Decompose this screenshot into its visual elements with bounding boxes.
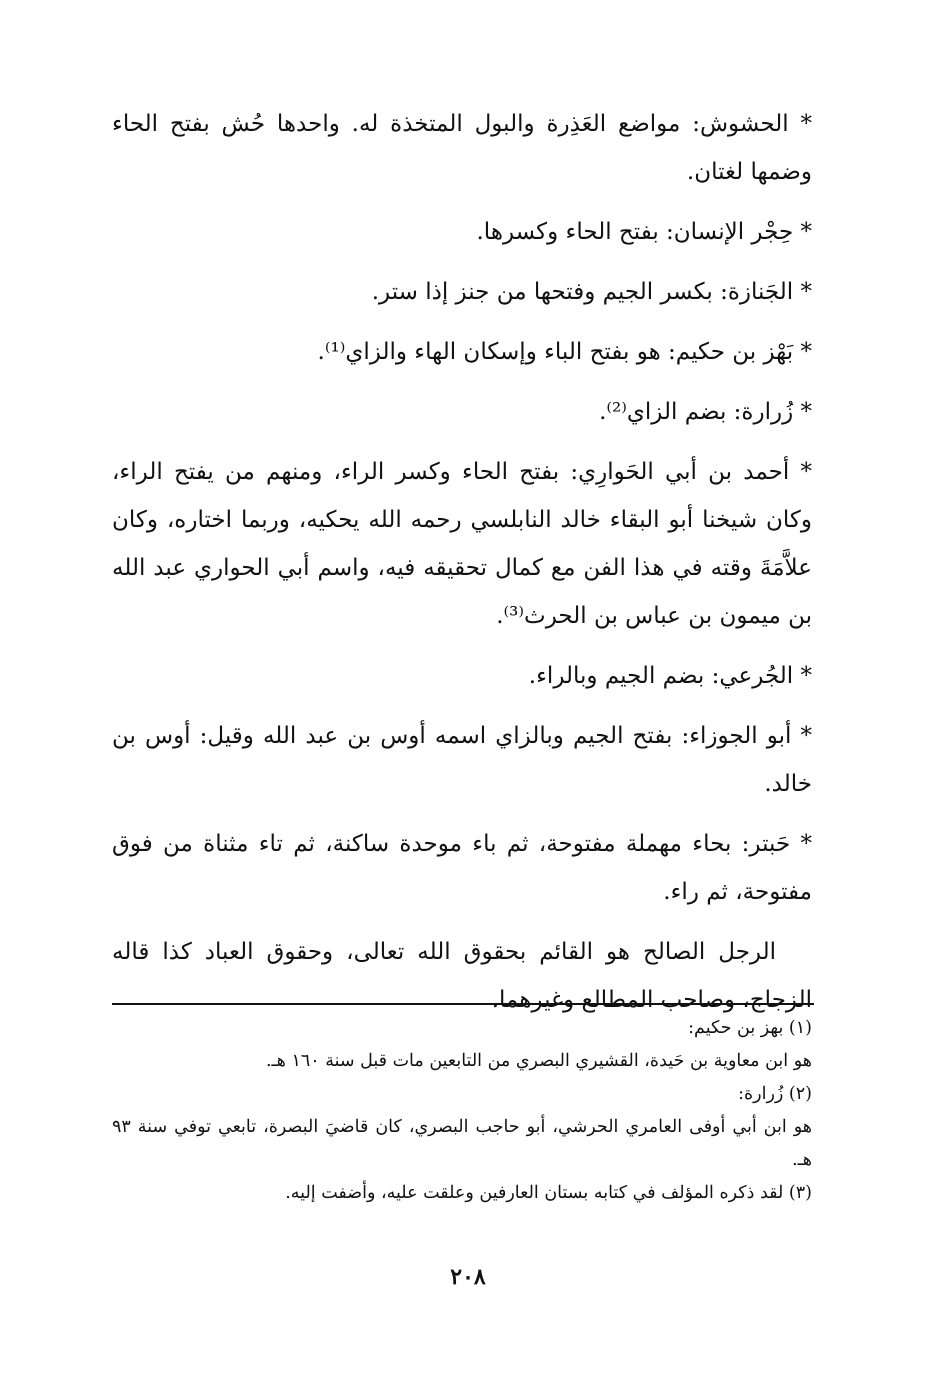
footnote-1-body: هو ابن معاوية بن حَيدة، القشيري البصري من التابعين مات قبل سنة ١٦٠ هـ. [265,1051,812,1071]
footnote-2-heading: (٢) زُرارة: [738,1084,812,1104]
footnote-1-heading: (١) بهز بن حكيم: [688,1018,812,1038]
paragraph-jurai: * الجُرعي: بضم الجيم وبالراء. [528,663,812,689]
page-number: ٢٠٨ [450,1264,486,1290]
footnote-3: (٣) لقد ذكره المؤلف في كتابه بستان العارفين وعلقت عليه، وأضفت إليه. [285,1183,812,1203]
paragraph-hijr: * حِجْر الإنسان: بفتح الحاء وكسرها. [476,219,812,245]
paragraph-salih: الرجل الصالح هو القائم بحقوق الله تعالى، وحقوق العباد كذا قاله الزجاج، وصاحب المطالع وغيرهما. [112,939,812,1013]
footnotes [112,1012,812,1210]
main-text [112,100,812,1036]
paragraph-habtar: * حَبتر: بحاء مهملة مفتوحة، ثم باء موحدة ساكنة، ثم تاء مثناة من فوق مفتوحة، ثم راء. [112,831,812,905]
footnote-2-body: هو ابن أبي أوفى العامري الحرشي، أبو حاجب البصري، كان قاضيَ البصرة، تابعي توفي سنة ٩٣ هـ. [112,1117,812,1170]
paragraph-abu-jawza: * أبو الجوزاء: بفتح الجيم وبالزاي اسمه أوس بن عبد الله وقيل: أوس بن خالد. [112,723,812,797]
paragraph-hushush: * الحشوش: مواضع العَذِرة والبول المتخذة له. واحدها حُش بفتح الحاء وضمها لغتان. [112,111,812,185]
paragraph-zurara: * زُرارة: بضم الزاي⁽²⁾. [599,399,812,425]
paragraph-bahz: * بَهْز بن حكيم: هو بفتح الباء وإسكان الهاء والزاي⁽¹⁾. [317,339,812,365]
paragraph-janaza: * الجَنازة: بكسر الجيم وفتحها من جنز إذا ستر. [371,279,812,305]
paragraph-hawari: * أحمد بن أبي الحَوارِي: بفتح الحاء وكسر الراء، ومنهم من يفتح الراء، وكان شيخنا أبو البقاء خالد النابلسي رحمه الله يحكيه، وربما اختاره، وكان علاَّمَةَ وقته في هذا الفن مع كمال تحقيقه فيه، واسم أبي الحواري عبد الله بن ميمون بن عباس بن الحرث⁽³⁾. [112,459,812,629]
footnote-separator [112,1003,814,1005]
